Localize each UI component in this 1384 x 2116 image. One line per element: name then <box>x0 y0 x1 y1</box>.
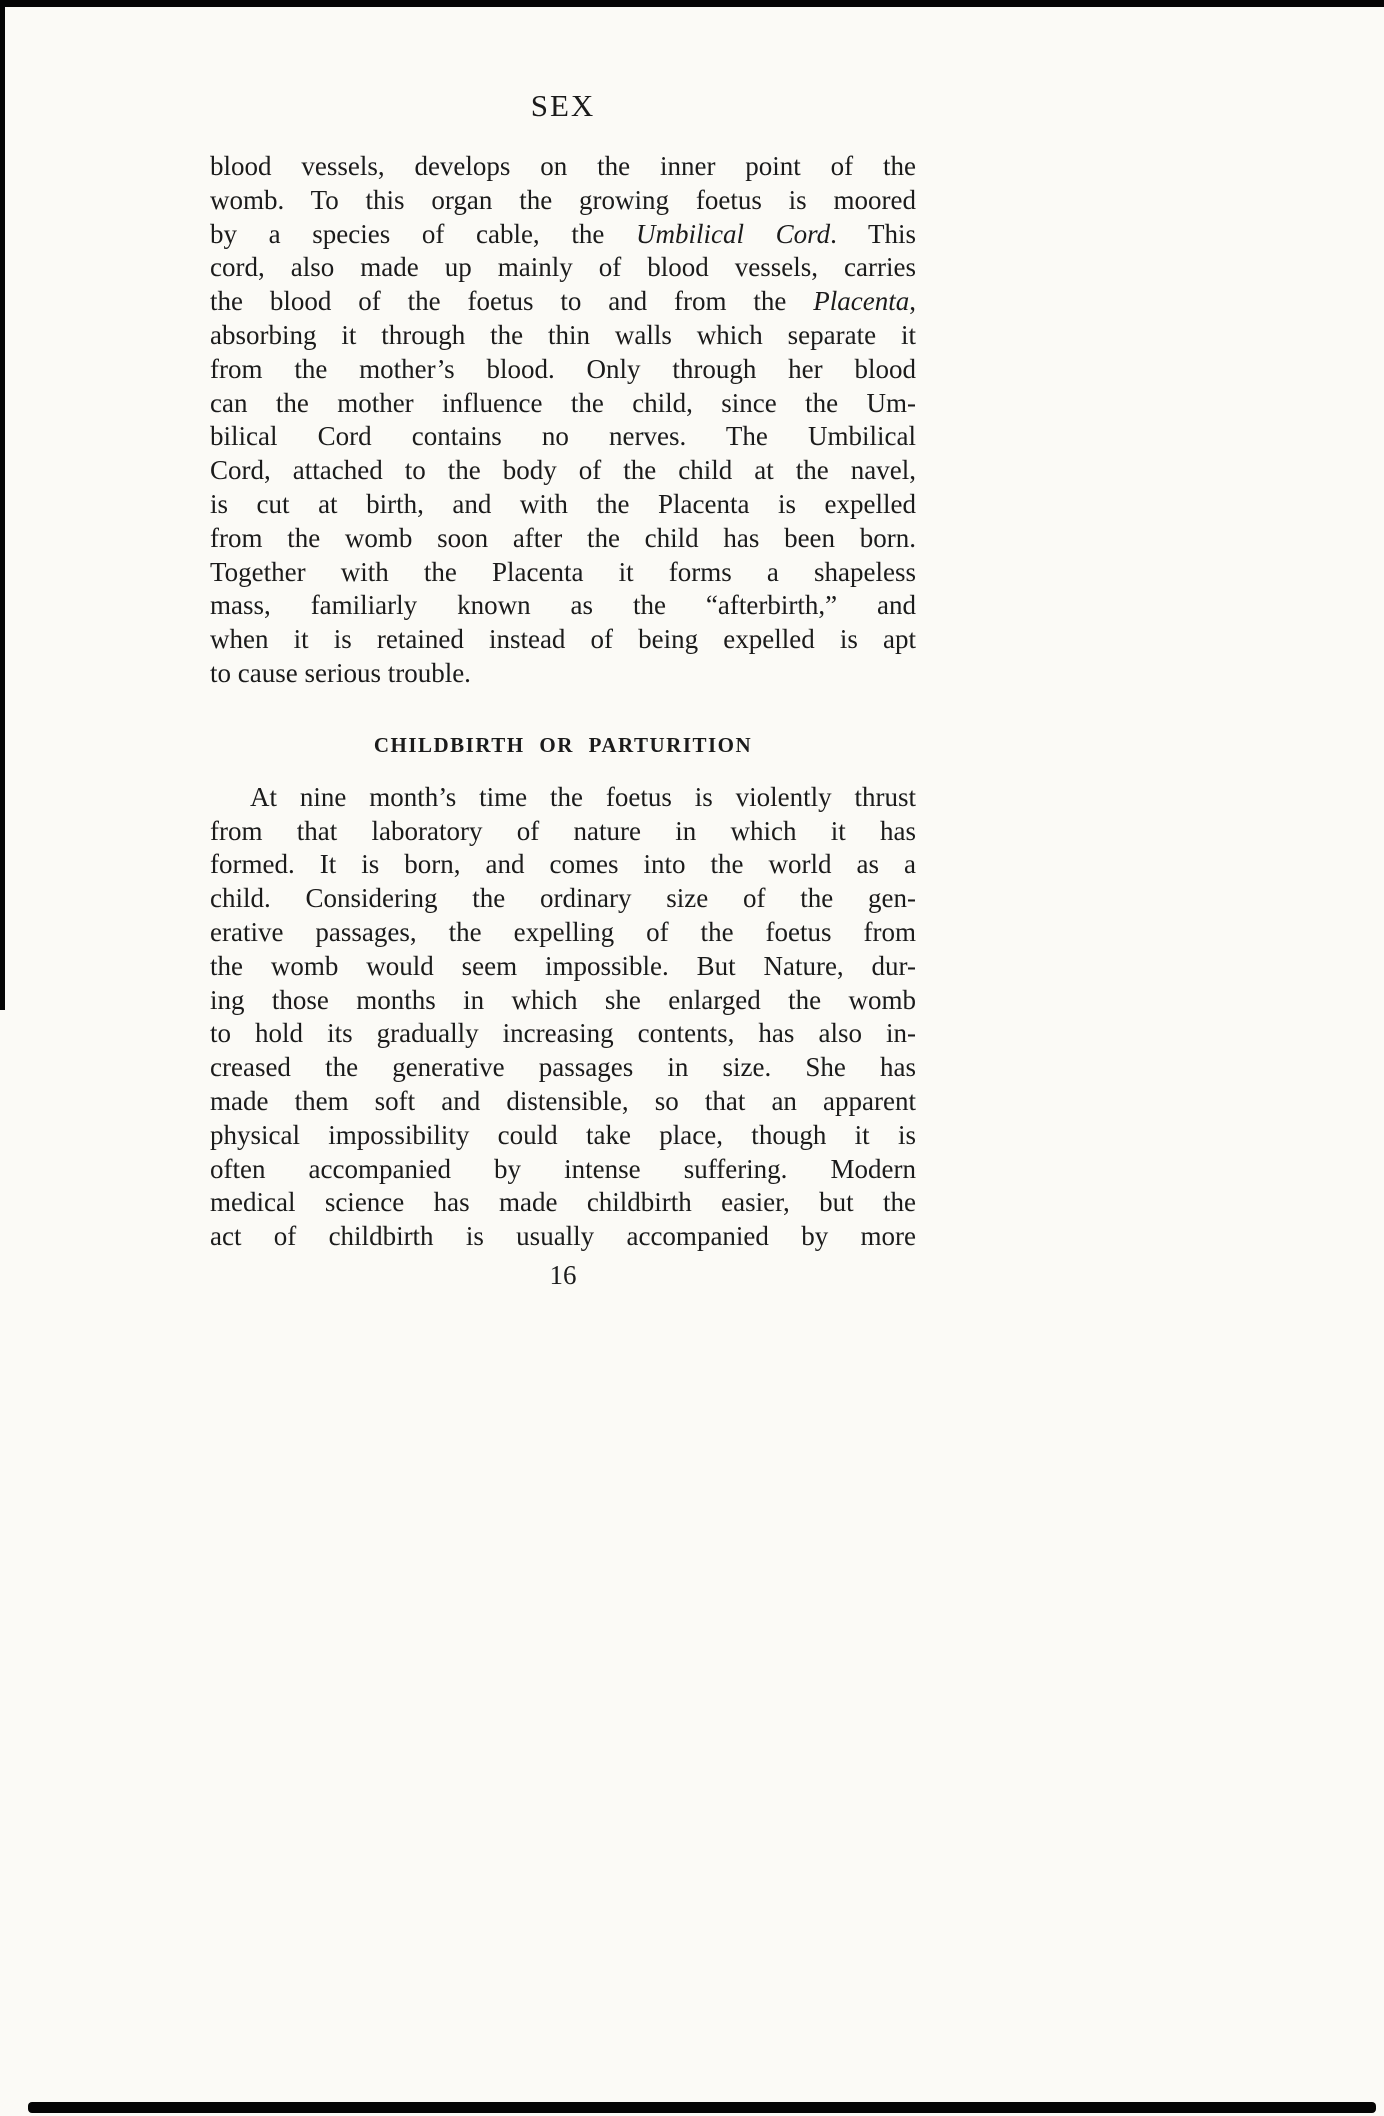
paragraph-2 <box>210 781 916 1254</box>
section-heading: CHILDBIRTH OR PARTURITION <box>373 732 753 757</box>
text-line: the womb would seem impossible. But Nature, dur- <box>210 950 916 981</box>
scan-artifact-top-edge <box>0 0 1384 7</box>
text-line: Together with the Placenta it forms a shapeless <box>210 556 916 587</box>
text-line: is cut at birth, and with the Placenta is expelled <box>210 488 916 519</box>
text-line: bilical Cord contains no nerves. The Umbilical <box>210 421 916 452</box>
scan-artifact-left-edge <box>0 0 5 1010</box>
scan-artifact-bottom-edge <box>28 2102 1376 2113</box>
text-line: when it is retained instead of being expelled is apt <box>210 624 916 655</box>
text-line: can the mother influence the child, since the Um- <box>210 387 916 418</box>
text-line: from that laboratory of nature in which it has <box>210 815 916 846</box>
text-line: Cord, attached to the body of the child at the navel, <box>210 455 916 486</box>
text-line: to hold its gradually increasing contents, has also in- <box>210 1018 916 1049</box>
page-number: 16 <box>549 1259 577 1290</box>
text-line: absorbing it through the thin walls which separate it <box>210 319 916 350</box>
text-line: cord, also made up mainly of blood vessels, carries <box>210 252 916 283</box>
text-line: formed. It is born, and comes into the world as a <box>210 849 916 880</box>
text-line: blood vessels, develops on the inner point of the <box>210 151 916 181</box>
text-line: creased the generative passages in size. She has <box>210 1052 916 1083</box>
text-line: At nine month’s time the foetus is violently thrust <box>250 781 916 812</box>
text-line: womb. To this organ the growing foetus is moored <box>210 184 916 215</box>
text-line: made them soft and distensible, so that an apparent <box>210 1085 916 1116</box>
text-line: act of childbirth is usually accompanied by more <box>210 1221 916 1252</box>
text-line: mass, familiarly known as the “afterbirth,” and <box>210 590 916 621</box>
text-line: the blood of the foetus to and from the Placenta, <box>210 286 916 317</box>
text-line: ing those months in which she enlarged the womb <box>210 984 916 1015</box>
text-line: to cause serious trouble. <box>210 657 471 688</box>
text-line: medical science has made childbirth easier, but the <box>210 1187 916 1218</box>
text-line: often accompanied by intense suffering. Modern <box>210 1153 916 1184</box>
text-line: by a species of cable, the Umbilical Cord. This <box>210 218 916 249</box>
text-line: child. Considering the ordinary size of the gen- <box>210 883 916 914</box>
text-line: from the mother’s blood. Only through her blood <box>210 353 916 384</box>
text-line: physical impossibility could take place, though it is <box>210 1119 916 1150</box>
running-header: SEX <box>530 88 596 123</box>
paragraph-1 <box>210 150 916 691</box>
text-line: from the womb soon after the child has been born. <box>210 522 916 553</box>
text-block <box>210 150 916 1292</box>
text-line: erative passages, the expelling of the foetus from <box>210 916 916 947</box>
